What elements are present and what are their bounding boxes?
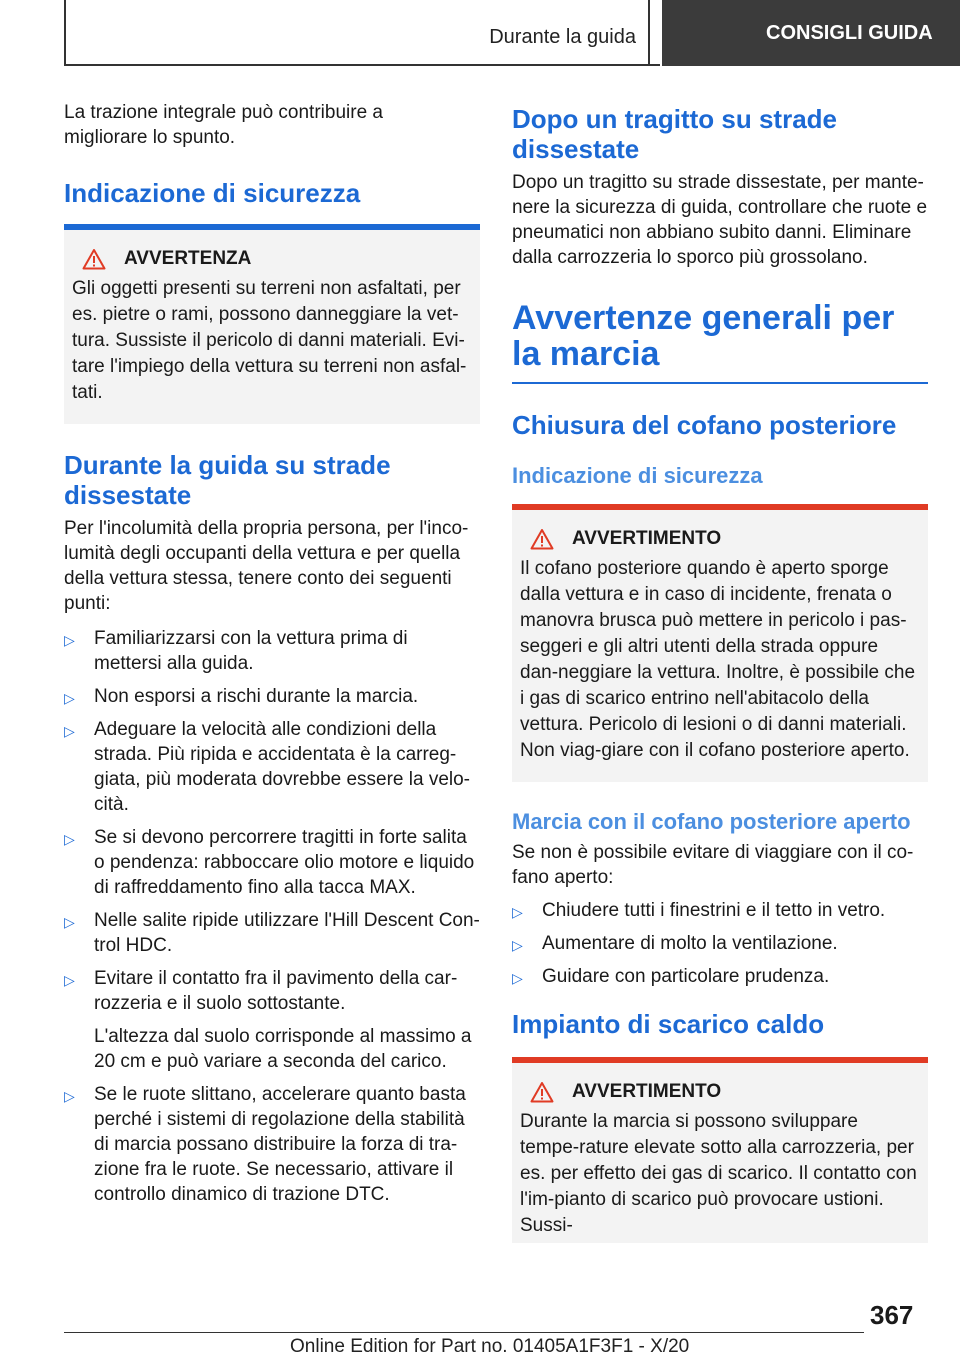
bullet-triangle-icon: ▷ [64, 914, 75, 930]
list-item: ▷ Guidare con particolare prudenza. [512, 964, 928, 989]
warning-title: AVVERTIMENTO [572, 528, 722, 549]
list-item: ▷ Chiudere tutti i finestrini e il tetto in vetro. [512, 898, 928, 923]
bullet-triangle-icon: ▷ [64, 723, 75, 739]
rough-road-intro: Per l'incolumità della propria persona, per l'inco-lumità degli occupanti della vettura e per quella della vettura stessa, tenere conto dei seguenti punti: [64, 518, 469, 614]
bullet-triangle-icon: ▷ [512, 937, 523, 953]
warning-triangle-icon [530, 528, 554, 550]
list-item: ▷ Familiarizzarsi con la vettura prima di mettersi alla guida. [64, 628, 408, 674]
warning-box-tailgate [512, 510, 928, 782]
warning-title: AVVERTENZA [124, 248, 252, 269]
list-item: ▷ Se le ruote slittano, accelerare quanto basta perché i sistemi di regolazione della stabilità di marcia possano distribuire la forza di tra-zione fra le ruote. Se necessario, attivare il controllo dinamico di trazione DTC. [64, 1084, 466, 1205]
header-section-title: Durante la guida [489, 26, 636, 48]
list-item: ▷ Non esporsi a rischi durante la marcia. [64, 684, 480, 709]
exhaust-heading: Impianto di scarico caldo [512, 1009, 825, 1039]
warning-header [72, 248, 470, 270]
warning-triangle-icon [530, 1081, 554, 1103]
safety-heading-left: Indicazione di sicurezza [64, 178, 361, 208]
warning-title: AVVERTIMENTO [572, 1081, 722, 1102]
bullet-triangle-icon: ▷ [64, 632, 75, 648]
list-item: ▷ Nelle salite ripide utilizzare l'Hill Descent Con-trol HDC. [64, 910, 480, 956]
bullet-triangle-icon: ▷ [512, 904, 523, 920]
warning-header [520, 528, 918, 550]
warning-triangle-icon [82, 248, 106, 270]
bullet-triangle-icon: ▷ [512, 970, 523, 986]
rough-road-heading: Durante la guida su strade dissestate [64, 450, 391, 510]
list-item: ▷ Adeguare la velocità alle condizioni della strada. Più ripida e accidentata è la carreg-giata, più moderata dovrebbe essere la velo-cità. [64, 719, 471, 815]
warning-box-exhaust [512, 1063, 928, 1243]
after-rough-text: Dopo un tragitto su strade dissestate, per mante-nere la sicurezza di guida, controllare che ruote e pneumatici non abbiano subito danni. Eliminare dalla carrozzeria lo sporco più grossolano. [512, 172, 928, 268]
right-column [512, 104, 928, 1243]
safety-heading-right: Indicazione di sicurezza [512, 463, 763, 488]
header-divider [648, 0, 650, 64]
open-tailgate-list [512, 898, 928, 989]
warning-box-avvertenza [64, 230, 480, 424]
warning-text: Gli oggetti presenti su terreni non asfaltati, per es. pietre o rami, possono danneggiare la vet-tura. Sussiste il pericolo di danni materiali. Evi-tare l'impiego della vettura su terreni non asfal-tati. [72, 278, 467, 403]
page-number: 367 [870, 1300, 914, 1330]
bullet-triangle-icon: ▷ [64, 1088, 75, 1104]
footer-divider [64, 1332, 864, 1333]
general-rule [512, 382, 928, 384]
footer-edition: Online Edition for Part no. 01405A1F3F1 - X/20 [290, 1336, 690, 1357]
list-item: ▷ Se si devono percorrere tragitti in forte salita o pendenza: rabboccare olio motore e liquido di raffreddamento fino alla tacca MAX. [64, 827, 475, 898]
bullet-triangle-icon: ▷ [64, 972, 75, 988]
list-item: ▷ Aumentare di molto la ventilazione. [512, 931, 928, 956]
warning-text: Il cofano posteriore quando è aperto sporge dalla vettura e in caso di incidente, frenata o manovra brusca può mettere in pericolo i pas-seggeri e gli altri utenti della strada oppure dan-neggiare la vettura. Inoltre, è possibile che i gas di scarico entrino nell'abitacolo della vettura. Pericolo di lesioni o di danni materiali. Non viag-giare con il cofano posteriore aperto. [520, 558, 916, 761]
tailgate-heading: Chiusura del cofano posteriore [512, 410, 897, 440]
rough-road-list [64, 626, 480, 1207]
bullet-triangle-icon: ▷ [64, 831, 75, 847]
header-chapter-label: CONSIGLI GUIDA [766, 21, 933, 44]
header-border-bottom [64, 64, 660, 66]
open-tailgate-heading: Marcia con il cofano posteriore aperto [512, 809, 911, 834]
general-heading: Avvertenze generali per la marcia [512, 299, 895, 373]
intro-paragraph: La trazione integrale può contribuire a migliorare lo spunto. [64, 102, 383, 148]
open-tailgate-text: Se non è possibile evitare di viaggiare con il co-fano aperto: [512, 842, 914, 888]
list-item: ▷ Evitare il contatto fra il pavimento della car-rozzeria e il suolo sottostante. L'altezza dal suolo corrisponde al massimo a 20 cm e può variare a seconda del carico. [64, 966, 480, 1074]
header-chapter-tab [662, 0, 960, 66]
warning-text: Durante la marcia si possono sviluppare tempe-rature elevate sotto alla carrozzeria, per es. per effetto dei gas di scarico. Il contatto con l'im-pianto di scarico può provocare ustioni. Sussi- [520, 1111, 917, 1236]
after-rough-heading: Dopo un tragitto su strade dissestate [512, 104, 837, 164]
bullet-triangle-icon: ▷ [64, 690, 75, 706]
left-column [64, 100, 480, 1215]
header-border-left [64, 0, 66, 64]
list-item-note: L'altezza dal suolo corrisponde al massimo a 20 cm e può variare a seconda del carico. [94, 1026, 472, 1072]
warning-header [520, 1081, 918, 1103]
